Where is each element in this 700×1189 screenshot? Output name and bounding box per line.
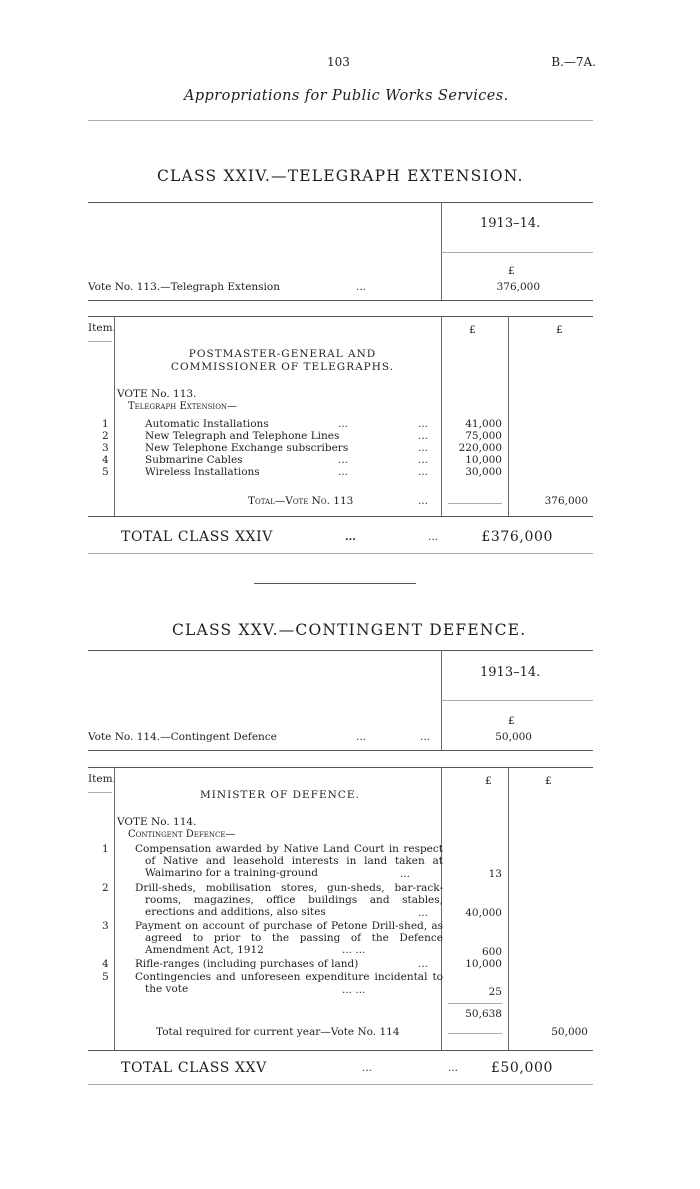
- item-amount: 41,000: [465, 418, 502, 430]
- class25-header-bottom-rule: [88, 750, 593, 751]
- item-dots-2: ...: [418, 454, 429, 466]
- item-description: Payment on account of purchase of Petone Drill-shed, as agreed to prior to the passing of the Defence Amendment Act, 1912: [135, 920, 443, 957]
- class24-col2-currency: £: [556, 324, 563, 336]
- class25-class-total-label: TOTAL CLASS XXV: [121, 1060, 267, 1076]
- class25-vote-amount: 50,000: [495, 731, 532, 743]
- item-number: 4: [102, 454, 109, 466]
- item-number: 1: [102, 843, 109, 855]
- class24-col2-divider: [508, 316, 509, 516]
- class25-year-rule: [441, 700, 593, 701]
- class25-class-total-dots1: ...: [362, 1062, 373, 1074]
- item-dots: ...: [418, 907, 429, 919]
- class24-year-divider: [441, 202, 442, 300]
- class25-department: MINISTER OF DEFENCE.: [200, 789, 360, 801]
- item-dots: ... ...: [342, 984, 366, 996]
- item-description: Wireless Installations: [145, 466, 260, 478]
- document-code: B.—7A.: [551, 55, 596, 69]
- class25-col2-divider: [508, 767, 509, 1050]
- item-dots-2: ...: [418, 430, 429, 442]
- class24-item-underline: [88, 341, 112, 342]
- class24-total-vote-dots: ...: [418, 495, 429, 507]
- class25-subtotal: 50,638: [465, 1008, 502, 1020]
- class25-subtotal-rule: [448, 1003, 502, 1004]
- item-description: New Telegraph and Telephone Lines: [145, 430, 340, 442]
- class24-vote-dots: ...: [356, 281, 367, 293]
- class24-body-top-rule: [88, 316, 593, 317]
- class25-body-top-rule: [88, 767, 593, 768]
- class25-col1-currency: £: [485, 775, 492, 787]
- item-number: 1: [102, 418, 109, 430]
- class24-currency: £: [508, 265, 515, 277]
- class25-item-header: Item.: [88, 773, 116, 785]
- class24-total-vote-amount: 376,000: [544, 495, 588, 507]
- class24-department: POSTMASTER-GENERAL AND COMMISSIONER OF TELEGRAPHS.: [170, 348, 395, 373]
- item-dots: ...: [338, 418, 349, 430]
- class24-col1-currency: £: [469, 324, 476, 336]
- class25-vote-number: VOTE No. 114.: [117, 816, 197, 828]
- class25-col2-currency: £: [545, 775, 552, 787]
- class24-table-top-rule: [88, 202, 593, 203]
- item-amount: 10,000: [465, 454, 502, 466]
- item-description: Contingencies and unforeseen expenditure incidental to the vote: [135, 971, 443, 996]
- item-number: 3: [102, 442, 109, 454]
- section-separator: [254, 583, 416, 584]
- item-number: 2: [102, 430, 109, 442]
- class25-total-vote-amount: 50,000: [551, 1026, 588, 1038]
- item-amount: 40,000: [465, 907, 502, 919]
- class25-subhead: Contingent Defence—: [128, 829, 236, 840]
- item-dots: ... ...: [342, 944, 366, 956]
- item-amount: 75,000: [465, 430, 502, 442]
- class24-col1-divider: [441, 316, 442, 516]
- header-rule: [88, 120, 593, 121]
- item-number: 4: [102, 958, 109, 970]
- class24-class-total-amount: £376,000: [481, 529, 553, 545]
- page-number: 103: [327, 55, 350, 69]
- item-amount: 25: [488, 986, 502, 998]
- class25-currency: £: [508, 715, 515, 727]
- class24-class-total-label: TOTAL CLASS XXIV: [121, 529, 273, 545]
- class24-vote-number: VOTE No. 113.: [117, 388, 197, 400]
- class25-title: CLASS XXV.—CONTINGENT DEFENCE.: [172, 621, 527, 639]
- class25-vote-dots1: ...: [356, 731, 367, 743]
- class25-class-total-amount: £50,000: [490, 1060, 553, 1076]
- class25-table-top-rule: [88, 650, 593, 651]
- class24-subtotal-dash: [448, 503, 502, 504]
- class25-vote-label: Vote No. 114.—Contingent Defence: [88, 731, 277, 743]
- item-dots: ...: [338, 466, 349, 478]
- class24-body-bottom-rule: [88, 516, 593, 517]
- class24-header-bottom-rule: [88, 300, 593, 301]
- item-amount: 30,000: [465, 466, 502, 478]
- item-number: 5: [102, 466, 109, 478]
- class24-class-total-rule: [88, 553, 593, 554]
- item-amount: 600: [481, 946, 502, 958]
- class24-vote-label: Vote No. 113.—Telegraph Extension: [88, 281, 280, 293]
- item-description: Drill-sheds, mobilisation stores, gun-sheds, bar-rack-rooms, magazines, office buildings and stables, erections and additions, also sites: [135, 882, 443, 919]
- item-dots-2: ...: [418, 466, 429, 478]
- item-description: Compensation awarded by Native Land Court in respect of Native and leasehold interests in land taken at Waimarino for a training-ground: [135, 843, 443, 880]
- item-description: Rifle-ranges (including purchases of land): [135, 958, 359, 970]
- item-dots: ...: [418, 958, 429, 970]
- class24-vote-amount: 376,000: [496, 281, 540, 293]
- class25-total-dash: [448, 1033, 502, 1034]
- item-dots: ...: [400, 868, 411, 880]
- running-title: Appropriations for Public Works Services.: [184, 88, 509, 104]
- item-dots-2: ...: [418, 442, 429, 454]
- item-dots-2: ...: [418, 418, 429, 430]
- class24-item-divider: [114, 316, 115, 516]
- item-description: New Telephone Exchange subscribers: [145, 442, 349, 454]
- item-number: 2: [102, 882, 109, 894]
- class24-class-total-dots1: ...: [345, 531, 356, 543]
- class25-year: 1913–14.: [480, 665, 541, 680]
- class25-class-total-dots2: ...: [448, 1062, 459, 1074]
- class25-class-total-rule: [88, 1084, 593, 1085]
- item-amount: 13: [488, 868, 502, 880]
- item-number: 3: [102, 920, 109, 932]
- item-description: Automatic Installations: [145, 418, 269, 430]
- class24-total-vote-label: Total—Vote No. 113: [248, 495, 354, 507]
- item-dots: ...: [338, 454, 349, 466]
- class25-total-vote-label: Total required for current year—Vote No. 114: [156, 1026, 400, 1038]
- class24-year-rule: [441, 252, 593, 253]
- class24-class-total-dots2: ...: [428, 531, 439, 543]
- class25-body-bottom-rule: [88, 1050, 593, 1051]
- class25-vote-dots2: ...: [420, 731, 431, 743]
- item-number: 5: [102, 971, 109, 983]
- item-amount: 10,000: [465, 958, 502, 970]
- item-amount: 220,000: [458, 442, 502, 454]
- class24-title: CLASS XXIV.—TELEGRAPH EXTENSION.: [157, 167, 524, 185]
- item-description: Submarine Cables: [145, 454, 243, 466]
- class24-year: 1913–14.: [480, 216, 541, 231]
- class25-item-divider: [114, 767, 115, 1050]
- class25-item-underline: [88, 792, 112, 793]
- class24-subhead: Telegraph Extension—: [128, 401, 238, 412]
- class24-item-header: Item.: [88, 322, 116, 334]
